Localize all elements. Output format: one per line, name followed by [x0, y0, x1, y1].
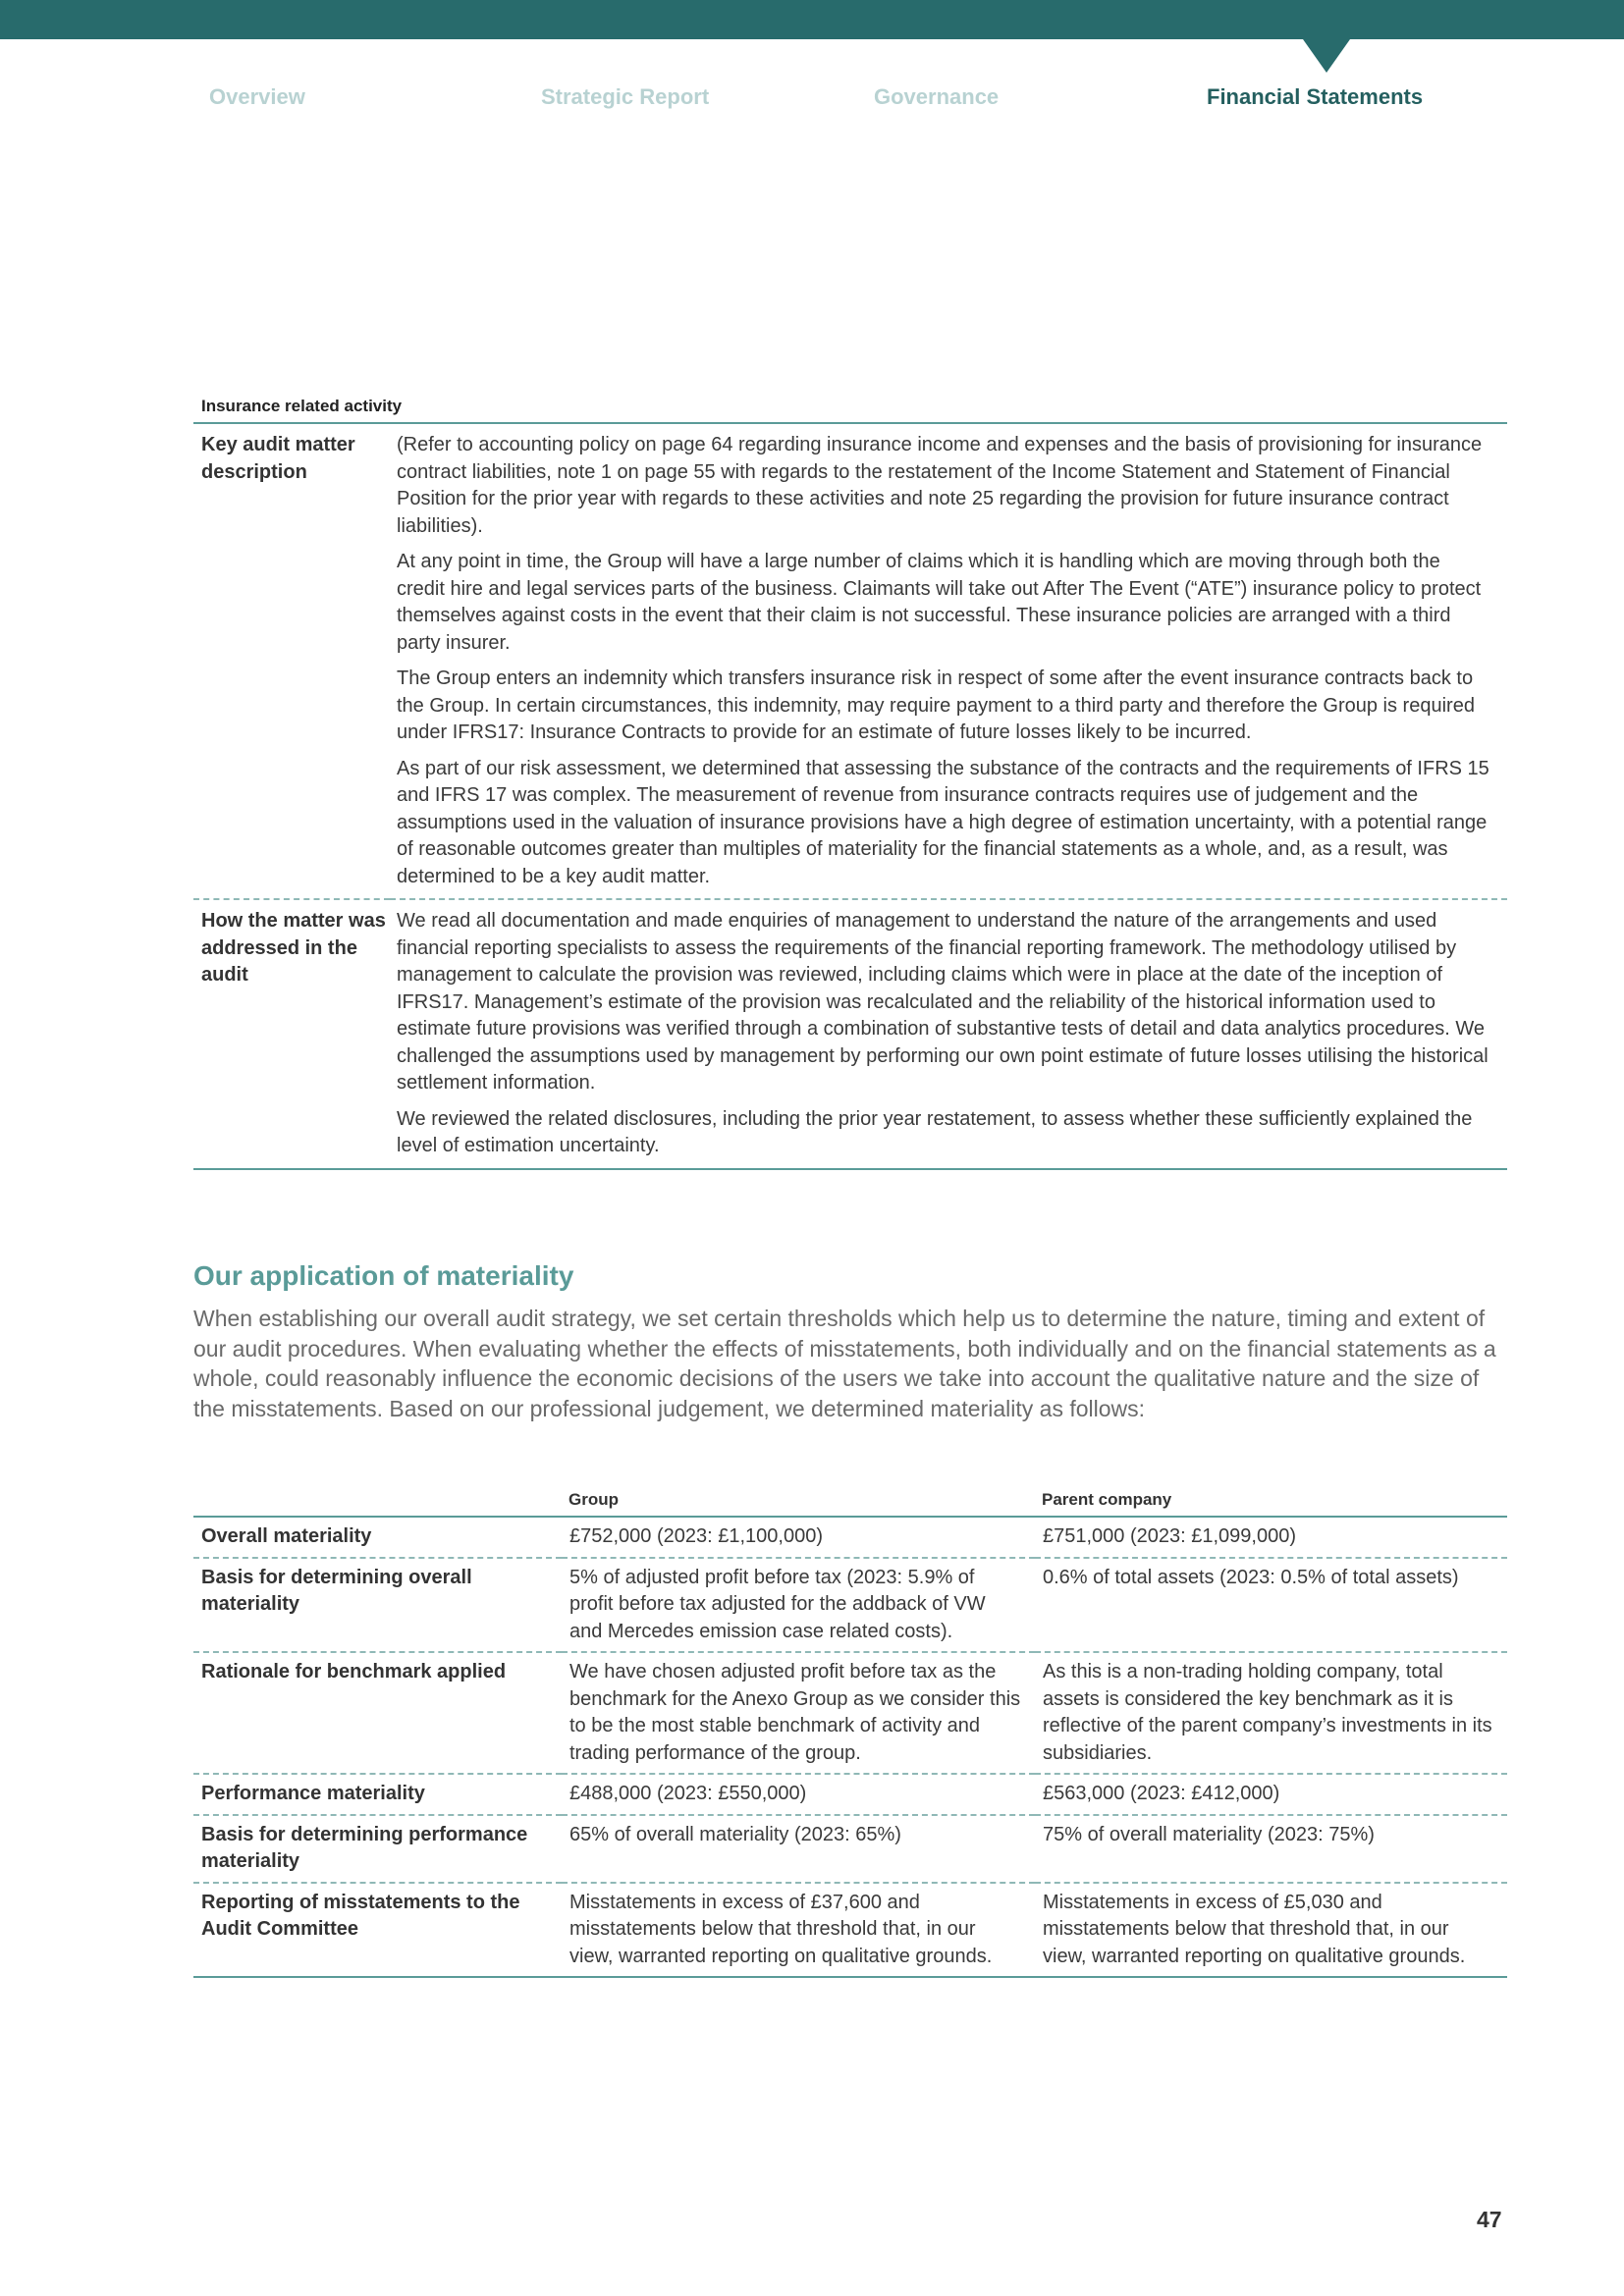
paragraph: As part of our risk assessment, we determined that assessing the substance of the contracts and the requirements of IFRS 15 and IFRS 17 was complex. The measurement of revenue from insurance contracts requires use of judgement and the assumptions used in the valuation of insurance provisions have a high degree of estimation uncertainty, with a potential range of reasonable outcomes greater than multiples of materiality for the financial statements as a whole, and, as a result, was determined to be a key audit matter. — [397, 757, 1489, 887]
parent-cell: £751,000 (2023: £1,099,000) — [1043, 1525, 1296, 1547]
group-cell: We have chosen adjusted profit before tax as the benchmark for the Anexo Group as we consider this to be the most stable benchmark of activity and trading performance of the group. — [562, 1652, 1035, 1774]
nav-tab-governance[interactable]: Governance — [874, 84, 1000, 109]
parent-cell: 75% of overall materiality (2023: 75%) — [1035, 1815, 1507, 1883]
row-body — [390, 899, 1507, 1169]
table-row — [193, 1652, 1507, 1774]
materiality-intro: When establishing our overall audit strategy, we set certain thresholds which help us to determine the nature, timing and extent of our audit procedures. When evaluating whether the effects of misstatements, both individually and on the financial statements as a whole, could reasonably influence the economic decisions of the users we take into account the qualitative nature and the size of the misstatements. Based on our professional judgement, we determined materiality as follows: — [193, 1306, 1496, 1421]
group-cell: Misstatements in excess of £37,600 and misstatements below that threshold that, in our view, warranted reporting on qualitative grounds. — [562, 1883, 1035, 1978]
paragraph: The Group enters an indemnity which transfers insurance risk in respect of some after the event insurance contracts back to the Group. In certain circumstances, this indemnity, may require payment to a third party and therefore the Group is required under IFRS17: Insurance Contracts to provide for an estimate of future losses likely to be incurred. — [397, 667, 1475, 743]
materiality-table — [193, 1516, 1507, 1978]
parent-cell: 0.6% of total assets (2023: 0.5% of total assets) — [1035, 1558, 1507, 1653]
parent-cell: £563,000 (2023: £412,000) — [1035, 1774, 1507, 1815]
row-body — [390, 423, 1507, 899]
table-row — [193, 1774, 1507, 1815]
group-cell: 5% of adjusted profit before tax (2023: 5.9% of profit before tax adjusted for the addback of VW and Mercedes emission case related costs). — [562, 1558, 1035, 1653]
parent-cell: Misstatements in excess of £5,030 and misstatements below that threshold that, in our view, warranted reporting on qualitative grounds. — [1035, 1883, 1507, 1978]
column-header-group: Group — [568, 1490, 619, 1509]
group-cell: £752,000 (2023: £1,100,000) — [569, 1525, 823, 1547]
key-audit-matter-table — [193, 422, 1507, 1170]
materiality-heading: Our application of materiality — [193, 1260, 574, 1291]
row-label: Performance materiality — [193, 1774, 562, 1815]
kam-table-caption: Insurance related activity — [201, 397, 403, 415]
paragraph: We reviewed the related disclosures, including the prior year restatement, to assess whether these sufficiently explained the level of estimation uncertainty. — [397, 1107, 1473, 1156]
paragraph: We read all documentation and made enquiries of management to understand the nature of the arrangements and used financial reporting specialists to assess the requirements of the financial reporting framework. The methodology utilised by management to calculate the provision was reviewed, including claims which were in place at the date of the inception of IFRS17. Management’s estimate of the provision was recalculated and the reliability of the historical information used to estimate future provisions was verified through a combination of substantive tests of detail and data analytics procedures. We challenged the assumptions used by management by performing our own point estimate of future losses utilising the historical settlement information. — [397, 910, 1489, 1094]
top-banner — [0, 0, 1624, 39]
paragraph: At any point in time, the Group will have a large number of claims which it is handling which are moving through both the credit hire and legal services parts of the business. Claimants will take out After The Event (“ATE”) insurance policy to protect themselves against costs in the event that their claim is not successful. These insurance policies are arranged with a third party insurer. — [397, 551, 1482, 654]
active-section-marker — [1303, 39, 1350, 73]
row-label: Basis for determining overall materiality — [193, 1558, 562, 1653]
row-label: How the matter was addressed in the audit — [193, 899, 390, 1169]
row-label: Reporting of misstatements to the Audit Committee — [193, 1883, 562, 1978]
row-label: Basis for determining performance materiality — [193, 1815, 562, 1883]
row-label: Overall materiality — [201, 1525, 372, 1547]
nav-tab-strategic-report[interactable]: Strategic Report — [541, 84, 710, 109]
page-number: 47 — [1477, 2207, 1502, 2232]
table-row — [193, 423, 1507, 899]
paragraph: (Refer to accounting policy on page 64 regarding insurance income and expenses and the basis of provisioning for insurance contract liabilities, note 1 on page 55 with regards to the restatement of the Income Statement and Statement of Financial Position for the prior year with regards to these activities and note 25 regarding the provision for future insurance contract liabilities). — [397, 434, 1483, 537]
table-row — [193, 1558, 1507, 1653]
column-header-parent-company: Parent company — [1042, 1490, 1172, 1509]
nav-tab-financial-statements[interactable]: Financial Statements — [1207, 84, 1424, 109]
nav-tab-overview[interactable]: Overview — [209, 84, 305, 109]
table-row — [193, 899, 1507, 1169]
row-label: Key audit matter description — [201, 434, 355, 483]
table-row — [193, 1815, 1507, 1883]
table-row — [193, 1883, 1507, 1978]
group-cell: £488,000 (2023: £550,000) — [562, 1774, 1035, 1815]
section-navigation — [0, 84, 1624, 114]
group-cell: 65% of overall materiality (2023: 65%) — [562, 1815, 1035, 1883]
parent-cell: As this is a non-trading holding company, total assets is considered the key benchmark as it is reflective of the parent company’s investments in its subsidiaries. — [1035, 1652, 1507, 1774]
table-row — [193, 1517, 1507, 1558]
row-label: Rationale for benchmark applied — [193, 1652, 562, 1774]
